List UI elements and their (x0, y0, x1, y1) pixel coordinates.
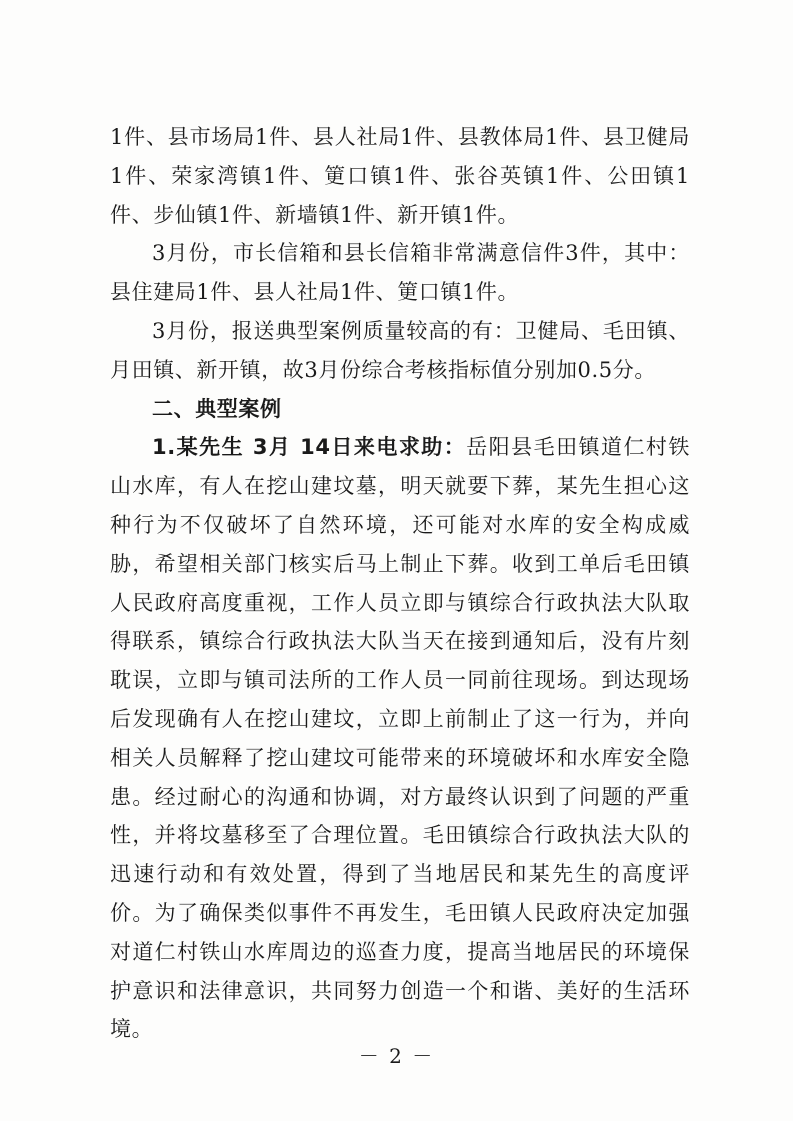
case-title: 1.某先生 3月 14日来电求助： (152, 435, 467, 460)
paragraph-quality-cases: 3月份，报送典型案例质量较高的有：卫健局、毛田镇、月田镇、新开镇，故3月份综合考核指标值分别加0.5分。 (110, 318, 690, 382)
document-body (110, 118, 690, 1049)
paragraph-continued-list: 1件、县市场局1件、县人社局1件、县教体局1件、县卫健局1件、荣家湾镇1件、筻口镇1件、张谷英镇1件、公田镇1件、步仙镇1件、新墙镇1件、新开镇1件。 (110, 125, 690, 227)
case-paragraph (110, 428, 690, 1049)
case-body: 岳阳县毛田镇道仁村铁山水库，有人在挖山建坟墓，明天就要下葬，某先生担心这种行为不仅破坏了自然环境，还可能对水库的安全构成威胁，希望相关部门核实后马上制止下葬。收到工单后毛田镇人民政府高度重视，工作人员立即与镇综合行政执法大队取得联系，镇综合行政执法大队当天在接到通知后，没有片刻耽误，立即与镇司法所的工作人员一同前往现场。到达现场后发现确有人在挖山建坟，立即上前制止了这一行为，并向相关人员解释了挖山建坟可能带来的环境破坏和水库安全隐患。经过耐心的沟通和协调，对方最终认识到了问题的严重性，并将坟墓移至了合理位置。毛田镇综合行政执法大队的迅速行动和有效处置，得到了当地居民和某先生的高度评价。为了确保类似事件不再发生，毛田镇人民政府决定加强对道仁村铁山水库周边的巡查力度，提高当地居民的环境保护意识和法律意识，共同努力创造一个和谐、美好的生活环境。 (110, 435, 690, 1042)
page-number: － 2 － (358, 1044, 435, 1068)
section-heading: 二、典型案例 (152, 396, 282, 421)
paragraph-satisfied-letters: 3月份，市长信箱和县长信箱非常满意信件3件，其中：县住建局1件、县人社局1件、筻口镇1件。 (110, 241, 690, 305)
